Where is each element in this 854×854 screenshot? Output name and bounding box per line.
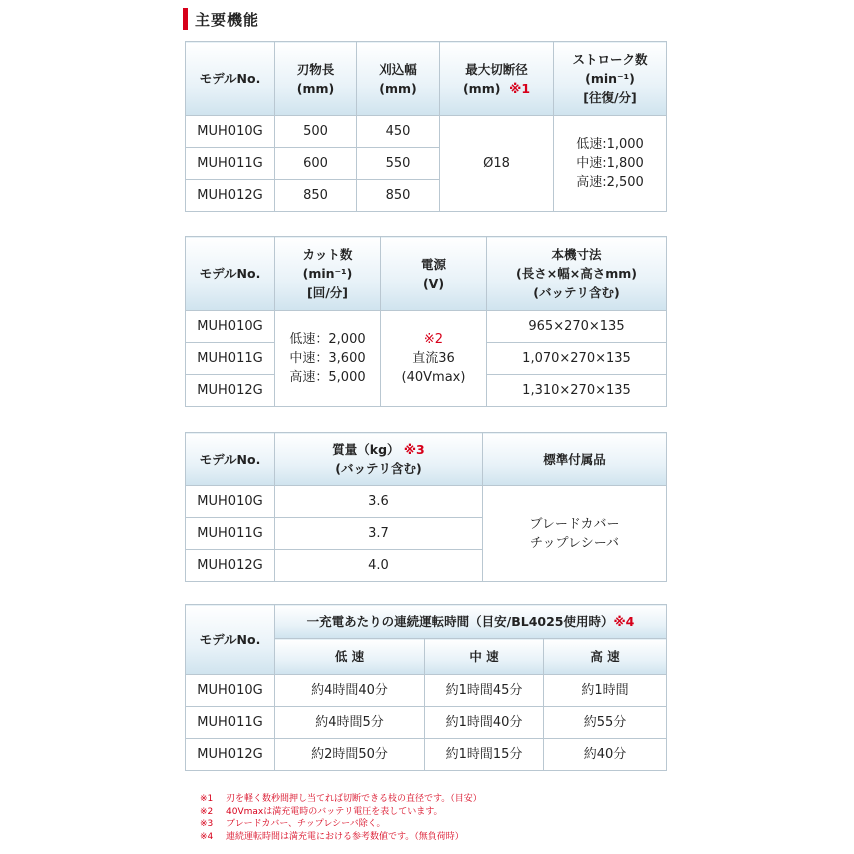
- mid-speed-cell: 約1時間15分: [425, 739, 544, 771]
- model-cell: MUH012G: [186, 180, 275, 212]
- high-speed-cell: 約40分: [544, 739, 667, 771]
- model-cell: MUH012G: [186, 375, 275, 407]
- mid-speed-header: 中 速: [425, 639, 544, 675]
- blade-length-cell: 500: [275, 116, 357, 148]
- mass-header: 質量（kg） ※3 (バッテリ含む): [275, 433, 483, 486]
- max-diameter-header: 最大切断径 (mm) ※1: [440, 42, 554, 116]
- dimensions-cell: 965×270×135: [487, 311, 667, 343]
- mass-cell: 4.0: [275, 550, 483, 582]
- model-header: モデルNo.: [186, 605, 275, 675]
- power-cell: ※2 直流36 (40Vmax): [381, 311, 487, 407]
- model-cell: MUH010G: [186, 311, 275, 343]
- mass-cell: 3.6: [275, 486, 483, 518]
- dimensions-cell: 1,070×270×135: [487, 343, 667, 375]
- model-header: モデルNo.: [186, 237, 275, 311]
- runtime-header: 一充電あたりの連続運転時間（目安/BL4025使用時）※4: [275, 605, 667, 639]
- model-cell: MUH011G: [186, 518, 275, 550]
- model-header: モデルNo.: [186, 433, 275, 486]
- mid-speed-cell: 約1時間40分: [425, 707, 544, 739]
- low-speed-cell: 約4時間40分: [275, 675, 425, 707]
- footnote: ※4 連続運転時間は満充電における参考数値です。（無負荷時）: [200, 831, 464, 842]
- cut-width-header: 刈込幅 (mm): [357, 42, 440, 116]
- stroke-cell: 低速:1,000 中速:1,800 高速:2,500: [554, 116, 667, 212]
- model-cell: MUH010G: [186, 116, 275, 148]
- blade-length-cell: 600: [275, 148, 357, 180]
- cut-width-cell: 450: [357, 116, 440, 148]
- model-cell: MUH011G: [186, 707, 275, 739]
- model-cell: MUH011G: [186, 148, 275, 180]
- model-cell: MUH010G: [186, 675, 275, 707]
- accessories-header: 標準付属品: [483, 433, 667, 486]
- blade-length-header: 刃物長 (mm): [275, 42, 357, 116]
- section-title: [183, 8, 259, 30]
- cut-width-cell: 850: [357, 180, 440, 212]
- mid-speed-cell: 約1時間45分: [425, 675, 544, 707]
- dimensions-cell: 1,310×270×135: [487, 375, 667, 407]
- cut-count-header: カット数 (min⁻¹) [回/分]: [275, 237, 381, 311]
- low-speed-cell: 約2時間50分: [275, 739, 425, 771]
- cut-count-cell: 低速：2,000 中速：3,600 高速：5,000: [275, 311, 381, 407]
- high-speed-cell: 約1時間: [544, 675, 667, 707]
- footnote: ※1 刃を軽く数秒間押し当てれば切断できる枝の直径です。（目安）: [200, 794, 482, 804]
- spec-table-4: [185, 604, 667, 771]
- high-speed-header: 高 速: [544, 639, 667, 675]
- spec-table-1: [185, 41, 667, 212]
- max-diameter-cell: Ø18: [440, 116, 554, 212]
- accessories-cell: ブレードカバー チップレシーバ: [483, 486, 667, 582]
- model-cell: MUH010G: [186, 486, 275, 518]
- model-cell: MUH012G: [186, 739, 275, 771]
- footnote: ※2 40Vmaxは満充電時のバッテリ電圧を表しています。: [200, 806, 443, 817]
- title-accent-bar: [183, 8, 188, 30]
- power-header: 電源 (V): [381, 237, 487, 311]
- low-speed-cell: 約4時間5分: [275, 707, 425, 739]
- blade-length-cell: 850: [275, 180, 357, 212]
- cut-width-cell: 550: [357, 148, 440, 180]
- high-speed-cell: 約55分: [544, 707, 667, 739]
- page-title: 主要機能: [195, 10, 260, 29]
- footnotes: [200, 793, 482, 843]
- model-header: モデルNo.: [186, 42, 275, 116]
- model-cell: MUH011G: [186, 343, 275, 375]
- low-speed-header: 低 速: [275, 639, 425, 675]
- mass-cell: 3.7: [275, 518, 483, 550]
- dimensions-header: 本機寸法 (長さ×幅×高さmm) (バッテリ含む): [487, 237, 667, 311]
- footnote: ※3 ブレードカバー、チップレシーバ除く。: [200, 819, 386, 829]
- model-cell: MUH012G: [186, 550, 275, 582]
- stroke-header: ストローク数 (min⁻¹) [往復/分]: [554, 42, 667, 116]
- spec-table-2: [185, 236, 667, 407]
- spec-table-3: [185, 432, 667, 582]
